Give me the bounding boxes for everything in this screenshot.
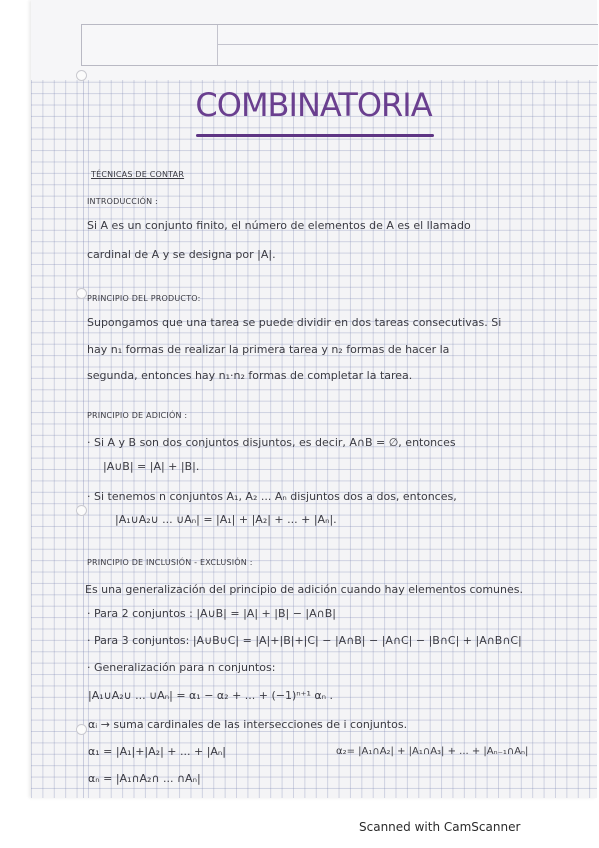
header-box [81, 24, 598, 66]
header-line [217, 44, 598, 45]
inclusion-line: · Generalización para n conjuntos: [87, 661, 276, 674]
adicion-formula: |A₁∪A₂∪ ... ∪Aₙ| = |A₁| + |A₂| + ... + |Aₙ|. [115, 513, 337, 526]
page-title: COMBINATORIA [195, 86, 432, 124]
producto-heading: PRINCIPIO DEL PRODUCTO: [87, 294, 201, 303]
inclusion-formula: α₂= |A₁∩A₂| + |A₁∩A₃| + ... + |Aₙ₋₁∩Aₙ| [336, 746, 529, 757]
inclusion-line: · Para 2 conjuntos : |A∪B| = |A| + |B| − |A∩B| [87, 607, 336, 620]
punch-hole [76, 505, 87, 516]
inclusion-line: αᵢ → suma cardinales de las intersecciones de i conjuntos. [88, 718, 408, 731]
adicion-formula: |A∪B| = |A| + |B|. [103, 460, 200, 473]
adicion-heading: PRINCIPIO DE ADICIÓN : [87, 411, 188, 420]
adicion-line: · Si tenemos n conjuntos A₁, A₂ ... Aₙ disjuntos dos a dos, entonces, [87, 490, 457, 503]
margin-line [83, 80, 84, 798]
section-heading: TÉCNICAS DE CONTAR [91, 170, 185, 179]
adicion-line: · Si A y B son dos conjuntos disjuntos, es decir, A∩B = ∅, entonces [87, 436, 456, 449]
intro-heading: INTRODUCCIÓN : [87, 197, 158, 206]
inclusion-formula: α₁ = |A₁|+|A₂| + ... + |Aₙ| [88, 745, 227, 758]
punch-hole [76, 70, 87, 81]
header-divider [217, 25, 218, 65]
inclusion-line: · Para 3 conjuntos: |A∪B∪C| = |A|+|B|+|C| − |A∩B| − |A∩C| − |B∩C| + |A∩B∩C| [87, 634, 522, 647]
punch-hole [76, 288, 87, 299]
inclusion-heading: PRINCIPIO DE INCLUSIÓN - EXCLUSIÓN : [87, 558, 253, 567]
title-underline [196, 134, 434, 137]
producto-line: hay n₁ formas de realizar la primera tarea y n₂ formas de hacer la [87, 343, 450, 356]
scan-watermark: Scanned with CamScanner [359, 820, 521, 834]
inclusion-formula: αₙ = |A₁∩A₂∩ ... ∩Aₙ| [88, 772, 201, 785]
intro-line: Si A es un conjunto finito, el número de elementos de A es el llamado [87, 219, 471, 232]
producto-line: segunda, entonces hay n₁·n₂ formas de completar la tarea. [87, 369, 413, 382]
producto-line: Supongamos que una tarea se puede dividir en dos tareas consecutivas. Si [87, 316, 502, 329]
inclusion-line: Es una generalización del principio de adición cuando hay elementos comunes. [85, 583, 523, 596]
punch-hole [76, 724, 87, 735]
notebook-page [31, 0, 597, 798]
inclusion-formula: |A₁∪A₂∪ ... ∪Aₙ| = α₁ − α₂ + ... + (−1)ⁿ⁺¹ αₙ . [88, 689, 333, 702]
intro-line: cardinal de A y se designa por |A|. [87, 248, 276, 261]
